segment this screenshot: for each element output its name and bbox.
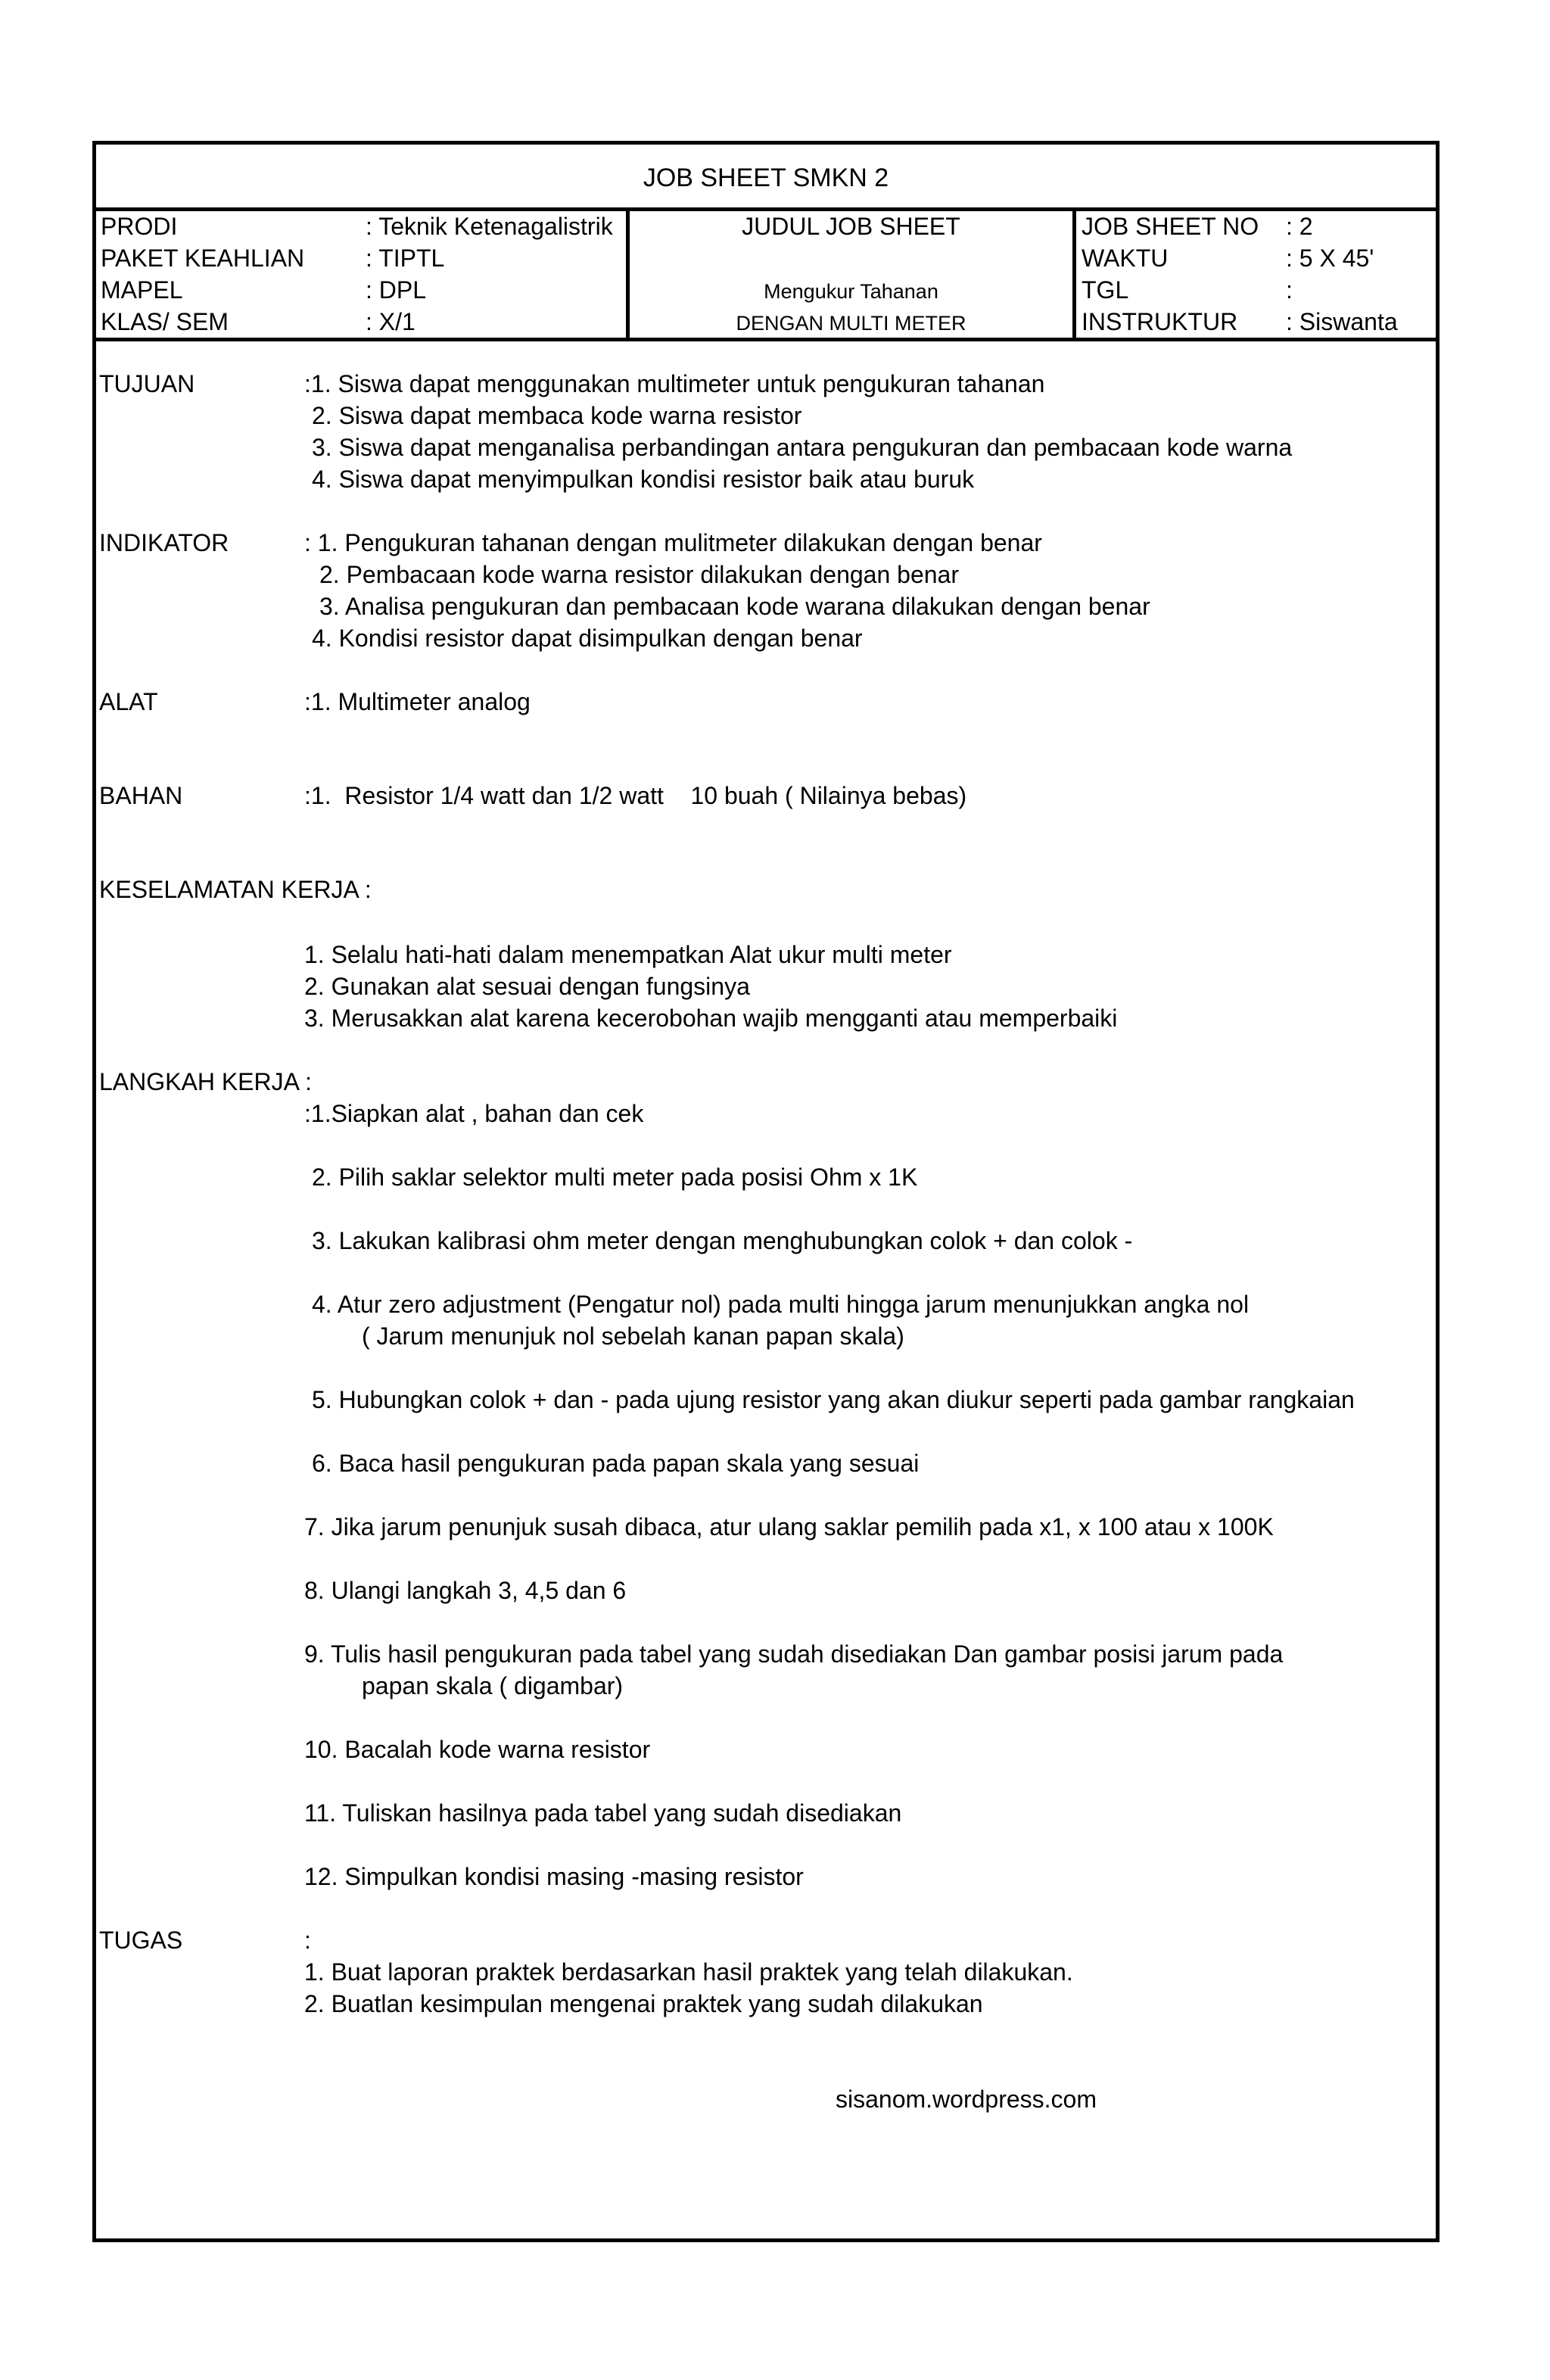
header-value-paket: : TIPTL [366,245,445,272]
judul-line-2: DENGAN MULTI METER [736,312,966,335]
langkah-item: 9. Tulis hasil pengukuran pada tabel yang sudah disediakan Dan gambar posisi jarum pada [304,1640,1284,1668]
header-label-mapel: MAPEL [101,276,183,304]
langkah-item: 8. Ulangi langkah 3, 4,5 dan 6 [304,1577,627,1604]
tujuan-item: 2. Siswa dapat membaca kode warna resistor [312,402,802,429]
section-label-tugas: TUGAS [99,1927,183,1954]
langkah-item-continuation: papan skala ( digambar) [362,1672,624,1699]
langkah-item: 7. Jika jarum penunjuk susah dibaca, atur ulang saklar pemilih pada x1, x 100 atau x 100K [304,1513,1274,1540]
tujuan-item: :1. Siswa dapat menggunakan multimeter untuk pengukuran tahanan [304,370,1045,397]
langkah-item: 4. Atur zero adjustment (Pengatur nol) pada multi hingga jarum menunjukkan angka nol [312,1291,1250,1318]
alat-item: :1. Multimeter analog [304,688,531,715]
section-label-keselamatan: KESELAMATAN KERJA : [99,876,372,903]
section-label-tujuan: TUJUAN [99,370,195,397]
tujuan-item: 3. Siswa dapat menganalisa perbandingan antara pengukuran dan pembacaan kode warna [312,434,1293,461]
bahan-item: :1. Resistor 1/4 watt dan 1/2 watt 10 buah ( Nilainya bebas) [304,782,967,809]
header-label-waktu: WAKTU [1082,245,1169,272]
header-value-instruktur: : Siswanta [1286,308,1398,335]
header-label-paket: PAKET KEAHLIAN [101,245,305,272]
header-value-mapel: : DPL [366,276,427,304]
header-value-klas: : X/1 [366,308,416,335]
keselamatan-item: 1. Selalu hati-hati dalam menempatkan Alat ukur multi meter [304,941,952,968]
header-label-jobsheet-no: JOB SHEET NO [1082,213,1259,240]
keselamatan-item: 2. Gunakan alat sesuai dengan fungsinya [304,973,750,1000]
tugas-item: 1. Buat laporan praktek berdasarkan hasil praktek yang telah dilakukan. [304,1958,1073,1986]
indikator-item: 4. Kondisi resistor dapat disimpulkan dengan benar [312,625,863,652]
header-value-prodi: : Teknik Ketenagalistrik [366,213,613,240]
header-label-instruktur: INSTRUKTUR [1082,308,1238,335]
langkah-item: 3. Lakukan kalibrasi ohm meter dengan menghubungkan colok + dan colok - [312,1227,1133,1254]
header-label-tgl: TGL [1082,276,1129,304]
indikator-item: 2. Pembacaan kode warna resistor dilakukan dengan benar [319,561,959,588]
section-label-alat: ALAT [99,688,158,715]
page-title: JOB SHEET SMKN 2 [96,145,1436,211]
tujuan-item: 4. Siswa dapat menyimpulkan kondisi resistor baik atau buruk [312,466,975,493]
header-divider [1072,211,1076,338]
header-value-jobsheet-no: : 2 [1286,213,1313,240]
section-label-bahan: BAHAN [99,782,183,809]
section-label-indikator: INDIKATOR [99,529,229,556]
langkah-item: 11. Tuliskan hasilnya pada tabel yang sudah disediakan [304,1799,902,1827]
indikator-item: : 1. Pengukuran tahanan dengan mulitmeter dilakukan dengan benar [304,529,1042,556]
langkah-item-continuation: ( Jarum menunjuk nol sebelah kanan papan skala) [362,1322,904,1350]
langkah-item: :1.Siapkan alat , bahan dan cek [304,1100,644,1127]
header-value-waktu: : 5 X 45' [1286,245,1374,272]
tugas-colon: : [304,1927,311,1954]
section-label-langkah: LANGKAH KERJA : [99,1068,312,1095]
langkah-item: 6. Baca hasil pengukuran pada papan skala yang sesuai [312,1450,920,1477]
header-table [96,211,1436,341]
header-label-klas: KLAS/ SEM [101,308,229,335]
langkah-item: 12. Simpulkan kondisi masing -masing resistor [304,1863,804,1890]
footer-website: sisanom.wordpress.com [836,2086,1097,2113]
judul-heading: JUDUL JOB SHEET [742,213,960,240]
langkah-item: 5. Hubungkan colok + dan - pada ujung resistor yang akan diukur seperti pada gambar rangkaian [312,1386,1355,1413]
langkah-item: 10. Bacalah kode warna resistor [304,1736,651,1763]
header-label-prodi: PRODI [101,213,178,240]
keselamatan-item: 3. Merusakkan alat karena kecerobohan wajib mengganti atau memperbaiki [304,1005,1118,1032]
indikator-item: 3. Analisa pengukuran dan pembacaan kode warana dilakukan dengan benar [319,593,1150,620]
langkah-item: 2. Pilih saklar selektor multi meter pada posisi Ohm x 1K [312,1164,918,1191]
tugas-item: 2. Buatlan kesimpulan mengenai praktek yang sudah dilakukan [304,1990,983,2017]
judul-line-1: Mengukur Tahanan [764,280,938,303]
header-value-tgl: : [1286,276,1293,304]
